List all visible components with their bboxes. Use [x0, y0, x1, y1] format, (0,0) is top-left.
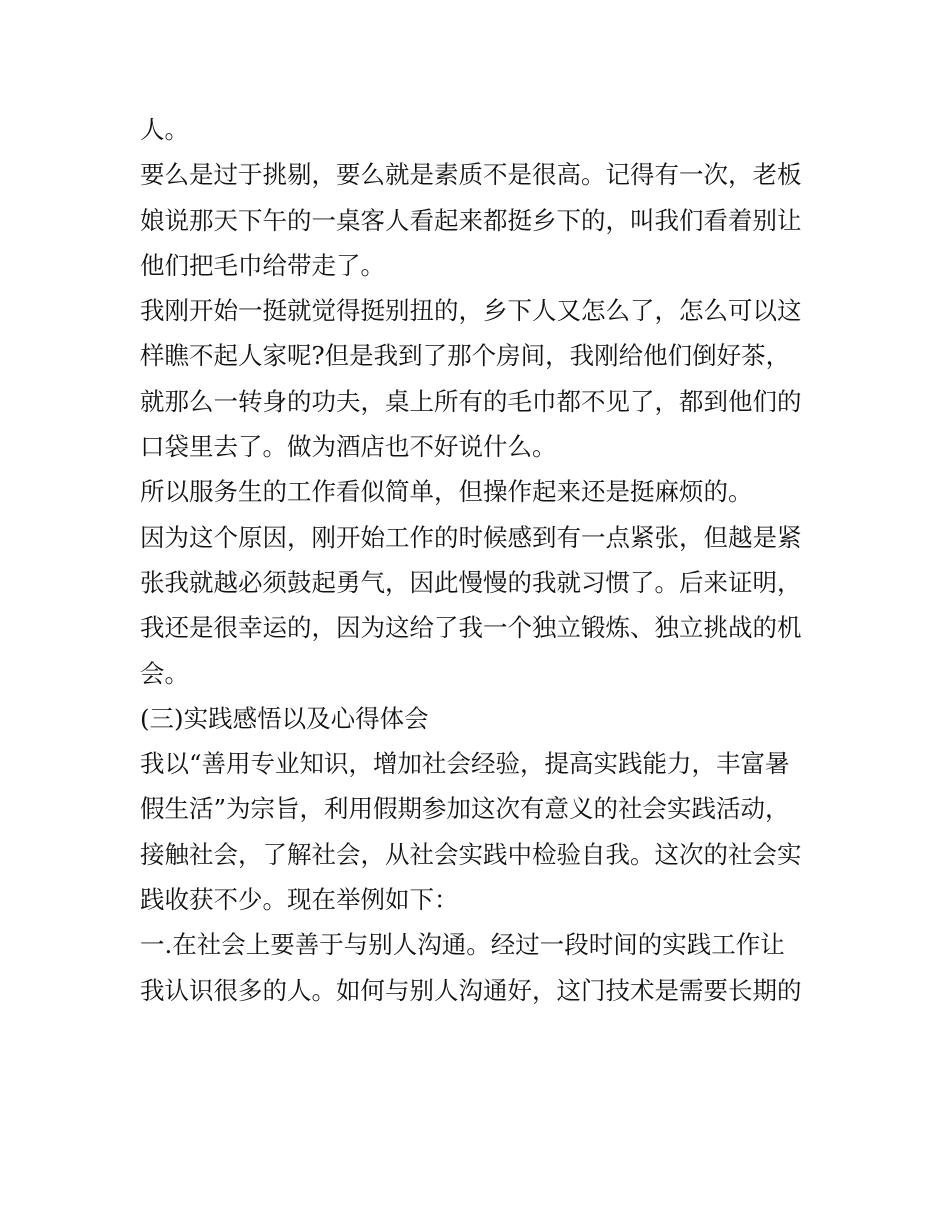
text-line: 娘说那天下午的一桌客人看起来都挺乡下的，叫我们看着别让 — [140, 205, 802, 235]
text-line: 就那么一转身的功夫，桌上所有的毛巾都不见了，都到他们的 — [140, 386, 802, 416]
text-line: 口袋里去了。做为酒店也不好说什么。 — [140, 432, 557, 462]
text-line: 因为这个原因，刚开始工作的时候感到有一点紧张，但越是紧 — [140, 522, 802, 552]
text-line: 所以服务生的工作看似简单，但操作起来还是挺麻烦的。 — [140, 477, 753, 507]
text-line: 我以“善用专业知识，增加社会经验，提高实践能力，丰富暑 — [140, 749, 790, 779]
section-heading: (三)实践感悟以及心得体会 — [140, 703, 429, 733]
text-line: 我还是很幸运的，因为这给了我一个独立锻炼、独立挑战的机 — [140, 613, 802, 643]
text-line: 我认识很多的人。如何与别人沟通好，这门技术是需要长期的 — [140, 975, 802, 1005]
text-line: 张我就越必须鼓起勇气，因此慢慢的我就习惯了。后来证明， — [140, 567, 802, 597]
text-line: 践收获不少。现在举例如下： — [140, 885, 459, 915]
text-line: 假生活”为宗旨，利用假期参加这次有意义的社会实践活动， — [140, 794, 790, 824]
text-line: 一.在社会上要善于与别人沟通。经过一段时间的实践工作让 — [140, 930, 785, 960]
text-line: 样瞧不起人家呢?但是我到了那个房间，我刚给他们倒好茶， — [140, 341, 791, 371]
text-line: 我刚开始一挺就觉得挺别扭的，乡下人又怎么了，怎么可以这 — [140, 296, 802, 326]
text-line: 接触社会，了解社会，从社会实践中检验自我。这次的社会实 — [140, 839, 802, 869]
text-line: 会。 — [140, 658, 189, 688]
body-text — [140, 110, 820, 1016]
text-line: 他们把毛巾给带走了。 — [140, 250, 385, 280]
text-line: 要么是过于挑剔，要么就是素质不是很高。记得有一次，老板 — [140, 160, 802, 190]
text-line: 人。 — [140, 115, 189, 144]
